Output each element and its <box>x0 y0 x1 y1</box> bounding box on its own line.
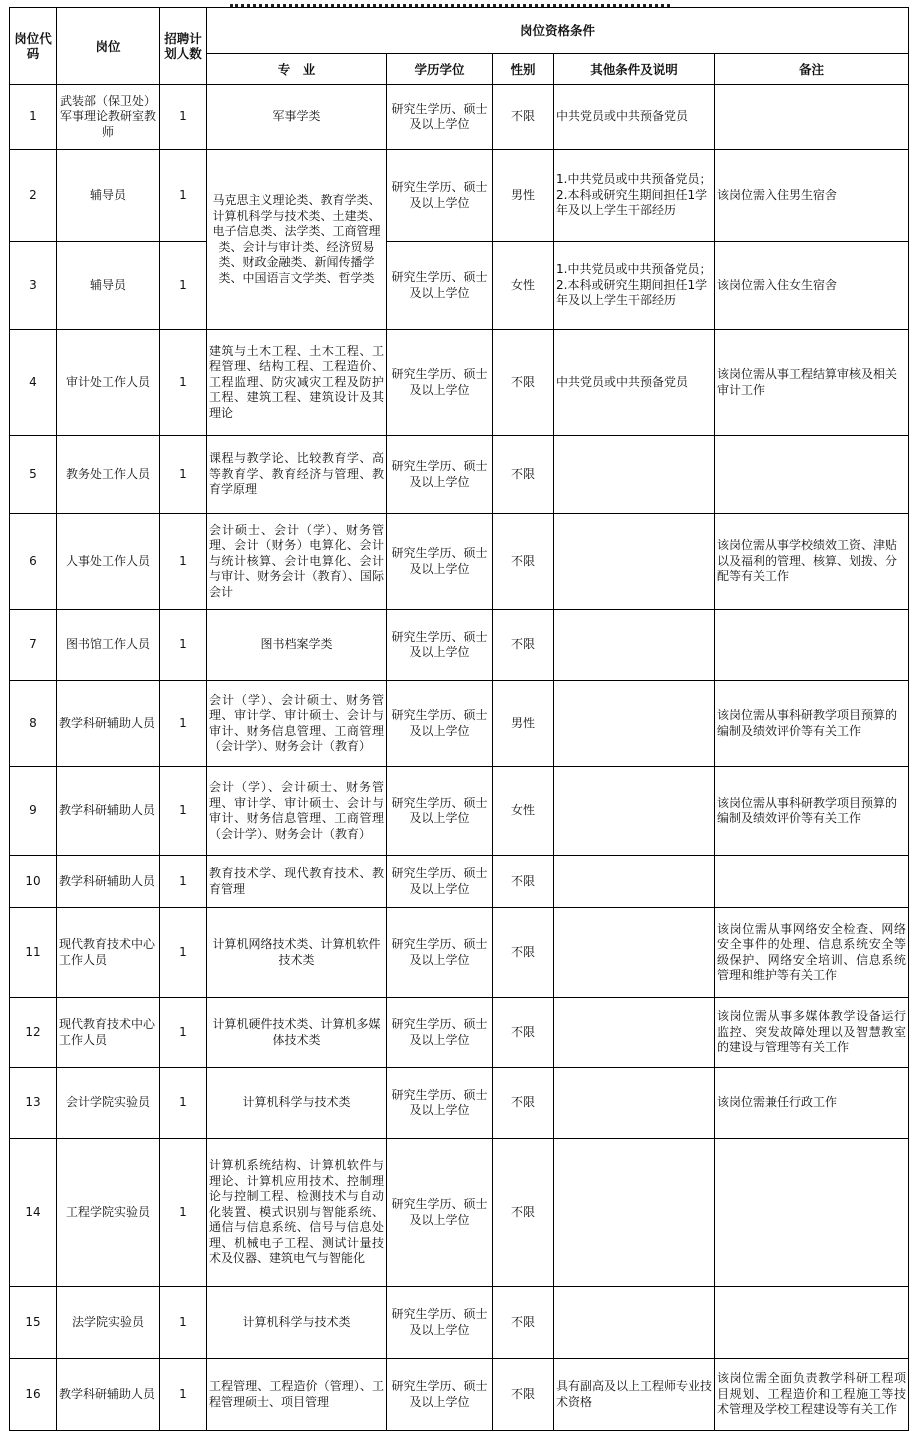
post-code-cell: 10 <box>10 856 57 908</box>
remark-cell: 该岗位需入住男生宿舍 <box>715 150 909 242</box>
gender-cell: 女性 <box>493 242 554 330</box>
header-row-1 <box>10 8 909 54</box>
other-conditions-cell <box>554 436 715 514</box>
count-cell: 1 <box>160 908 207 998</box>
other-conditions-cell <box>554 610 715 681</box>
other-conditions-cell <box>554 1287 715 1359</box>
post-cell: 教学科研辅助人员 <box>57 1359 160 1431</box>
gender-cell: 不限 <box>493 1139 554 1287</box>
table-row <box>10 681 909 767</box>
major-cell: 计算机系统结构、计算机软件与理论、计算机应用技术、控制理论与控制工程、检测技术与自动化装置、模式识别与智能系统、通信与信息系统、信号与信息处理、机械电子工程、测试计量技术及仪器、建筑电气与智能化 <box>207 1139 387 1287</box>
table-row <box>10 998 909 1068</box>
post-code-cell: 14 <box>10 1139 57 1287</box>
major-cell: 会计硕士、会计（学）、财务管理、会计（财务）电算化、会计与统计核算、会计电算化、会计与审计、财务会计（教育）、国际会计 <box>207 514 387 610</box>
remark-cell <box>715 856 909 908</box>
gender-cell: 不限 <box>493 1359 554 1431</box>
education-cell: 研究生学历、硕士及以上学位 <box>387 856 493 908</box>
remark-cell: 该岗位需从事多媒体教学设备运行监控、突发故障处理以及智慧教室的建设与管理等有关工作 <box>715 998 909 1068</box>
gender-cell: 不限 <box>493 908 554 998</box>
other-conditions-cell <box>554 681 715 767</box>
education-cell: 研究生学历、硕士及以上学位 <box>387 767 493 856</box>
gender-cell: 女性 <box>493 767 554 856</box>
other-conditions-cell: 1.中共党员或中共预备党员； 2.本科或研究生期间担任1学年及以上学生干部经历 <box>554 150 715 242</box>
post-cell: 图书馆工作人员 <box>57 610 160 681</box>
major-cell: 教育技术学、现代教育技术、教育管理 <box>207 856 387 908</box>
post-cell: 教学科研辅助人员 <box>57 856 160 908</box>
education-cell: 研究生学历、硕士及以上学位 <box>387 1139 493 1287</box>
other-conditions-cell <box>554 1139 715 1287</box>
gender-cell: 不限 <box>493 1287 554 1359</box>
major-cell-shared: 马克思主义理论类、教育学类、计算机科学与技术类、土建类、电子信息类、法学类、工商管理类、会计与审计类、经济贸易类、财政金融类、新闻传播学类、中国语言文学类、哲学类 <box>207 150 387 330</box>
header-major: 专 业 <box>207 54 387 85</box>
post-code-cell: 16 <box>10 1359 57 1431</box>
remark-cell <box>715 1287 909 1359</box>
remark-cell: 该岗位需从事学校绩效工资、津贴以及福利的管理、核算、划拨、分配等有关工作 <box>715 514 909 610</box>
header-post-code: 岗位代码 <box>10 8 57 85</box>
table-row <box>10 610 909 681</box>
gender-cell: 不限 <box>493 330 554 436</box>
other-conditions-cell <box>554 856 715 908</box>
other-conditions-cell <box>554 514 715 610</box>
count-cell: 1 <box>160 85 207 150</box>
count-cell: 1 <box>160 1068 207 1139</box>
other-conditions-cell: 1.中共党员或中共预备党员； 2.本科或研究生期间担任1学年及以上学生干部经历 <box>554 242 715 330</box>
table-row <box>10 85 909 150</box>
post-cell: 教务处工作人员 <box>57 436 160 514</box>
remark-cell <box>715 436 909 514</box>
remark-cell <box>715 85 909 150</box>
recruitment-table <box>9 7 909 1431</box>
table-row <box>10 767 909 856</box>
gender-cell: 不限 <box>493 610 554 681</box>
post-cell: 教学科研辅助人员 <box>57 681 160 767</box>
post-cell: 武装部（保卫处）军事理论教研室教师 <box>57 85 160 150</box>
table-row <box>10 1287 909 1359</box>
post-code-cell: 2 <box>10 150 57 242</box>
post-code-cell: 3 <box>10 242 57 330</box>
major-cell: 会计（学）、会计硕士、财务管理、审计学、审计硕士、会计与审计、财务信息管理、工商管理（会计学）、财务会计（教育） <box>207 681 387 767</box>
count-cell: 1 <box>160 610 207 681</box>
gender-cell: 不限 <box>493 436 554 514</box>
count-cell: 1 <box>160 514 207 610</box>
remark-cell: 该岗位需从事网络安全检查、网络安全事件的处理、信息系统安全等级保护、网络安全培训、信息系统管理和维护等有关工作 <box>715 908 909 998</box>
post-code-cell: 11 <box>10 908 57 998</box>
other-conditions-cell <box>554 998 715 1068</box>
post-cell: 会计学院实验员 <box>57 1068 160 1139</box>
header-remarks: 备注 <box>715 54 909 85</box>
post-cell: 辅导员 <box>57 150 160 242</box>
table-row <box>10 856 909 908</box>
remark-cell: 该岗位需从事科研教学项目预算的编制及绩效评价等有关工作 <box>715 767 909 856</box>
major-cell: 计算机科学与技术类 <box>207 1068 387 1139</box>
post-code-cell: 4 <box>10 330 57 436</box>
education-cell: 研究生学历、硕士及以上学位 <box>387 85 493 150</box>
table-row <box>10 908 909 998</box>
other-conditions-cell: 中共党员或中共预备党员 <box>554 85 715 150</box>
count-cell: 1 <box>160 681 207 767</box>
count-cell: 1 <box>160 1287 207 1359</box>
post-code-cell: 6 <box>10 514 57 610</box>
major-cell: 建筑与土木工程、土木工程、工程管理、结构工程、工程造价、工程监理、防灾减灾工程及防护工程、建筑工程、建筑设计及其理论 <box>207 330 387 436</box>
post-code-cell: 1 <box>10 85 57 150</box>
count-cell: 1 <box>160 856 207 908</box>
other-conditions-cell <box>554 1068 715 1139</box>
education-cell: 研究生学历、硕士及以上学位 <box>387 908 493 998</box>
header-recruit-count: 招聘计划人数 <box>160 8 207 85</box>
post-code-cell: 13 <box>10 1068 57 1139</box>
post-code-cell: 15 <box>10 1287 57 1359</box>
header-qualifications: 岗位资格条件 <box>207 8 909 54</box>
other-conditions-cell <box>554 767 715 856</box>
education-cell: 研究生学历、硕士及以上学位 <box>387 681 493 767</box>
major-cell: 工程管理、工程造价（管理）、工程管理硕士、项目管理 <box>207 1359 387 1431</box>
count-cell: 1 <box>160 1139 207 1287</box>
post-cell: 法学院实验员 <box>57 1287 160 1359</box>
major-cell: 计算机网络技术类、计算机软件技术类 <box>207 908 387 998</box>
header-education: 学历学位 <box>387 54 493 85</box>
major-cell: 课程与教学论、比较教育学、高等教育学、教育经济与管理、教育学原理 <box>207 436 387 514</box>
table-row <box>10 1139 909 1287</box>
header-gender: 性别 <box>493 54 554 85</box>
gender-cell: 男性 <box>493 150 554 242</box>
count-cell: 1 <box>160 767 207 856</box>
post-cell: 人事处工作人员 <box>57 514 160 610</box>
gender-cell: 不限 <box>493 514 554 610</box>
post-code-cell: 12 <box>10 998 57 1068</box>
count-cell: 1 <box>160 1359 207 1431</box>
remark-cell <box>715 610 909 681</box>
education-cell: 研究生学历、硕士及以上学位 <box>387 1287 493 1359</box>
header-post: 岗位 <box>57 8 160 85</box>
remark-cell: 该岗位需从事工程结算审核及相关审计工作 <box>715 330 909 436</box>
count-cell: 1 <box>160 436 207 514</box>
table-row <box>10 330 909 436</box>
major-cell: 计算机科学与技术类 <box>207 1287 387 1359</box>
education-cell: 研究生学历、硕士及以上学位 <box>387 1359 493 1431</box>
remark-cell: 该岗位需从事科研教学项目预算的编制及绩效评价等有关工作 <box>715 681 909 767</box>
table-row <box>10 1359 909 1431</box>
other-conditions-cell <box>554 908 715 998</box>
other-conditions-cell: 具有副高及以上工程师专业技术资格 <box>554 1359 715 1431</box>
remark-cell <box>715 1139 909 1287</box>
education-cell: 研究生学历、硕士及以上学位 <box>387 998 493 1068</box>
table-row <box>10 1068 909 1139</box>
major-cell: 图书档案学类 <box>207 610 387 681</box>
header-other-conditions: 其他条件及说明 <box>554 54 715 85</box>
post-cell: 审计处工作人员 <box>57 330 160 436</box>
post-cell: 现代教育技术中心工作人员 <box>57 908 160 998</box>
post-code-cell: 5 <box>10 436 57 514</box>
education-cell: 研究生学历、硕士及以上学位 <box>387 150 493 242</box>
remark-cell: 该岗位需入住女生宿舍 <box>715 242 909 330</box>
education-cell: 研究生学历、硕士及以上学位 <box>387 514 493 610</box>
count-cell: 1 <box>160 242 207 330</box>
gender-cell: 不限 <box>493 1068 554 1139</box>
post-code-cell: 9 <box>10 767 57 856</box>
count-cell: 1 <box>160 150 207 242</box>
other-conditions-cell: 中共党员或中共预备党员 <box>554 330 715 436</box>
count-cell: 1 <box>160 330 207 436</box>
education-cell: 研究生学历、硕士及以上学位 <box>387 610 493 681</box>
gender-cell: 不限 <box>493 998 554 1068</box>
post-cell: 现代教育技术中心工作人员 <box>57 998 160 1068</box>
education-cell: 研究生学历、硕士及以上学位 <box>387 330 493 436</box>
table-row <box>10 242 909 330</box>
table-row <box>10 150 909 242</box>
gender-cell: 不限 <box>493 856 554 908</box>
major-cell: 计算机硬件技术类、计算机多媒体技术类 <box>207 998 387 1068</box>
post-code-cell: 8 <box>10 681 57 767</box>
gender-cell: 男性 <box>493 681 554 767</box>
table-row <box>10 514 909 610</box>
gender-cell: 不限 <box>493 85 554 150</box>
major-cell: 军事学类 <box>207 85 387 150</box>
count-cell: 1 <box>160 998 207 1068</box>
remark-cell: 该岗位需兼任行政工作 <box>715 1068 909 1139</box>
post-cell: 教学科研辅助人员 <box>57 767 160 856</box>
education-cell: 研究生学历、硕士及以上学位 <box>387 436 493 514</box>
post-cell: 辅导员 <box>57 242 160 330</box>
education-cell: 研究生学历、硕士及以上学位 <box>387 1068 493 1139</box>
post-cell: 工程学院实验员 <box>57 1139 160 1287</box>
remark-cell: 该岗位需全面负责教学科研工程项目规划、工程造价和工程施工等技术管理及学校工程建设等有关工作 <box>715 1359 909 1431</box>
table-row <box>10 436 909 514</box>
major-cell: 会计（学）、会计硕士、财务管理、审计学、审计硕士、会计与审计、财务信息管理、工商管理（会计学）、财务会计（教育） <box>207 767 387 856</box>
education-cell: 研究生学历、硕士及以上学位 <box>387 242 493 330</box>
post-code-cell: 7 <box>10 610 57 681</box>
